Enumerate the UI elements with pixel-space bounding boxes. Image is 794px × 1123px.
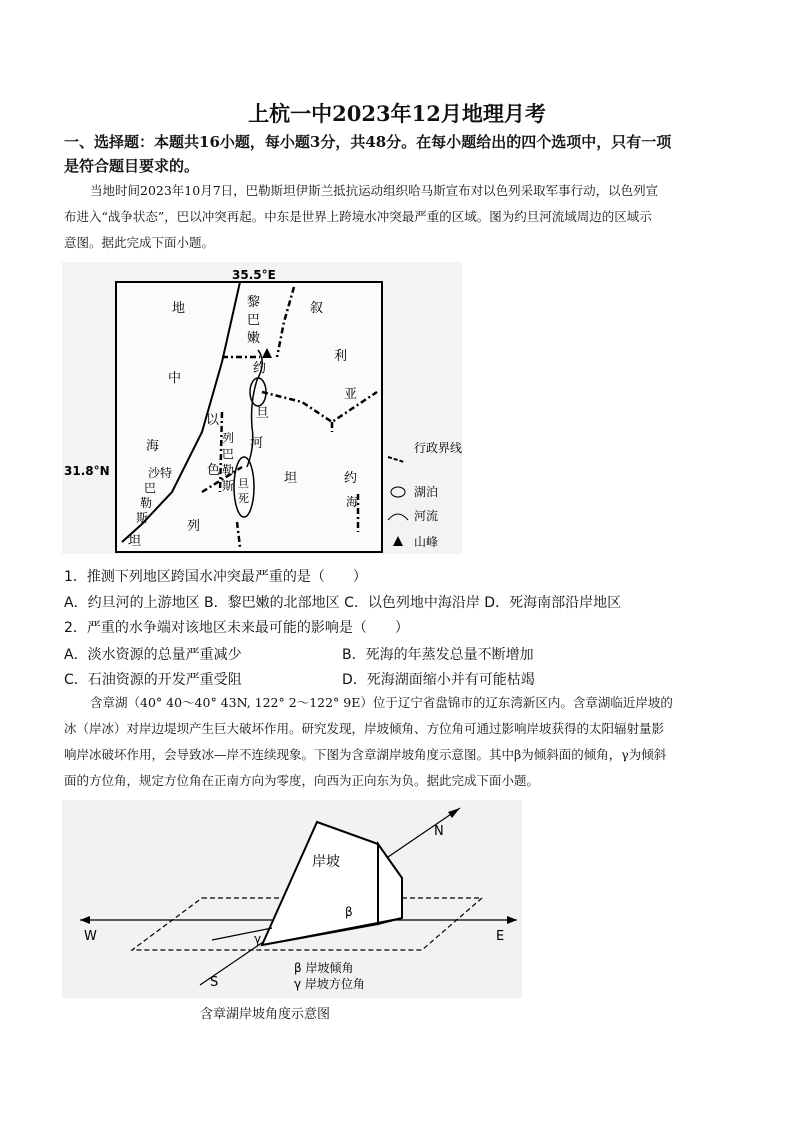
section-heading-line2: 是符合题目要求的。 — [64, 157, 200, 175]
legend-beta: β 岸坡倾角 — [294, 961, 354, 975]
label-li: 利 — [334, 349, 348, 364]
section-heading — [64, 130, 744, 178]
label-si2: 旦 — [238, 477, 249, 490]
label-ya: 亚 — [344, 387, 358, 402]
label-lie: 列 — [187, 519, 201, 534]
label-dan2: 约 — [344, 471, 358, 486]
passage2-line4: 面的方位角，规定方位角在正南方向为零度，向西为正向东为负。据此完成下面小题。 — [64, 773, 540, 788]
label-tan3: 斯 — [136, 511, 149, 525]
legend-river: 河流 — [414, 509, 439, 523]
slope-label: 岸坡 — [312, 854, 340, 870]
label-nen: 嫩 — [247, 331, 261, 346]
question-1-stem: 1．推测下列地区跨国水冲突最严重的是（ ） — [64, 569, 367, 585]
question-2-option-d: D．死海湖面缩小并有可能枯竭 — [342, 672, 535, 688]
gamma-symbol: γ — [254, 932, 262, 946]
label-si: 勒 — [222, 463, 235, 477]
label-hai2: 死 — [238, 492, 249, 505]
label-yue2: 坦 — [284, 471, 298, 486]
label-ba3: 沙特 — [148, 466, 173, 480]
label-ba2: 列 — [222, 431, 235, 445]
jordan-river-map — [62, 262, 462, 554]
question-1-options: A．约旦河的上游地区 B．黎巴嫩的北部地区 C．以色列地中海沿岸 D．死海南部沿岸地区 — [64, 595, 622, 611]
legend-peak: 山峰 — [414, 535, 439, 549]
passage-2 — [64, 690, 736, 794]
diagram-caption: 含章湖岸坡角度示意图 — [200, 1007, 331, 1022]
label-w: W — [84, 929, 97, 944]
label-le3: 巴 — [144, 481, 157, 495]
label-e: E — [496, 929, 505, 944]
label-egypt: 坦 — [128, 534, 142, 549]
label-si3: 勒 — [140, 496, 153, 510]
passage1-line2: 布进入“战争状态”，巴以冲突再起。中东是世界上跨境水冲突最严重的区域。图为约旦河流域周边的区域示 — [64, 209, 652, 224]
legend-gamma: γ 岸坡方位角 — [294, 977, 365, 991]
label-xu: 叙 — [310, 301, 324, 316]
label-di: 地 — [172, 301, 186, 316]
section-heading-line1: 一、选择题：本题共16小题，每小题3分，共48分。在每小题给出的四个选项中，只有一项 — [64, 133, 672, 151]
passage2-line2: 冰（岸冰）对岸边堤坝产生巨大破坏作用。研究发现，岸坡倾角、方位角可通过影响岸坡获得的太阳辐射量影 — [64, 721, 665, 736]
label-tan: 斯 — [222, 479, 235, 493]
slope-angle-diagram — [62, 800, 522, 998]
passage1-line1: 当地时间2023年10月7日，巴勒斯坦伊斯兰抵抗运动组织哈马斯宣布对以色列采取军事行动，以色列宣 — [90, 183, 659, 198]
legend-lake: 湖泊 — [414, 485, 439, 499]
label-hai: 海 — [146, 439, 160, 454]
lon-label: 35.5°E — [232, 268, 276, 282]
passage-1 — [64, 178, 736, 256]
lat-label: 31.8°N — [64, 464, 110, 478]
question-2-option-a: A．淡水资源的总量严重减少 — [64, 647, 242, 663]
label-yue: 约 — [253, 361, 267, 376]
label-saudi: 海 — [346, 495, 359, 509]
passage1-line3: 意图。据此完成下面小题。 — [64, 235, 215, 250]
label-zhong: 中 — [168, 371, 182, 386]
label-se: 色 — [207, 463, 221, 478]
question-2-option-c: C．石油资源的开发严重受阻 — [64, 672, 242, 688]
label-s: S — [210, 975, 219, 990]
beta-symbol: β — [345, 905, 353, 919]
label-le: 巴 — [222, 447, 235, 461]
page-title: 上杭一中2023年12月地理月考 — [248, 101, 546, 126]
label-ba: 巴 — [247, 313, 261, 328]
passage2-line3: 响岸冰破坏作用，会导致冰—岸不连续现象。下图为含章湖岸坡角度示意图。其中β为倾斜面的倾角，γ为倾斜 — [64, 747, 667, 762]
label-he: 河 — [250, 436, 264, 451]
label-yi: 以 — [206, 413, 220, 428]
passage2-line1: 含章湖（40° 40～40° 43N, 122° 2～122° 9E）位于辽宁省盘锦市的辽东湾新区内。含章湖临近岸坡的 — [90, 695, 673, 710]
label-li2: 黎 — [247, 295, 261, 310]
label-dan: 旦 — [256, 406, 270, 421]
label-n: N — [434, 824, 444, 839]
legend-admin: 行政界线 — [414, 441, 462, 455]
question-2-option-b: B．死海的年蒸发总量不断增加 — [342, 647, 534, 663]
question-2-stem: 2．严重的水争端对该地区未来最可能的影响是（ ） — [64, 620, 409, 636]
